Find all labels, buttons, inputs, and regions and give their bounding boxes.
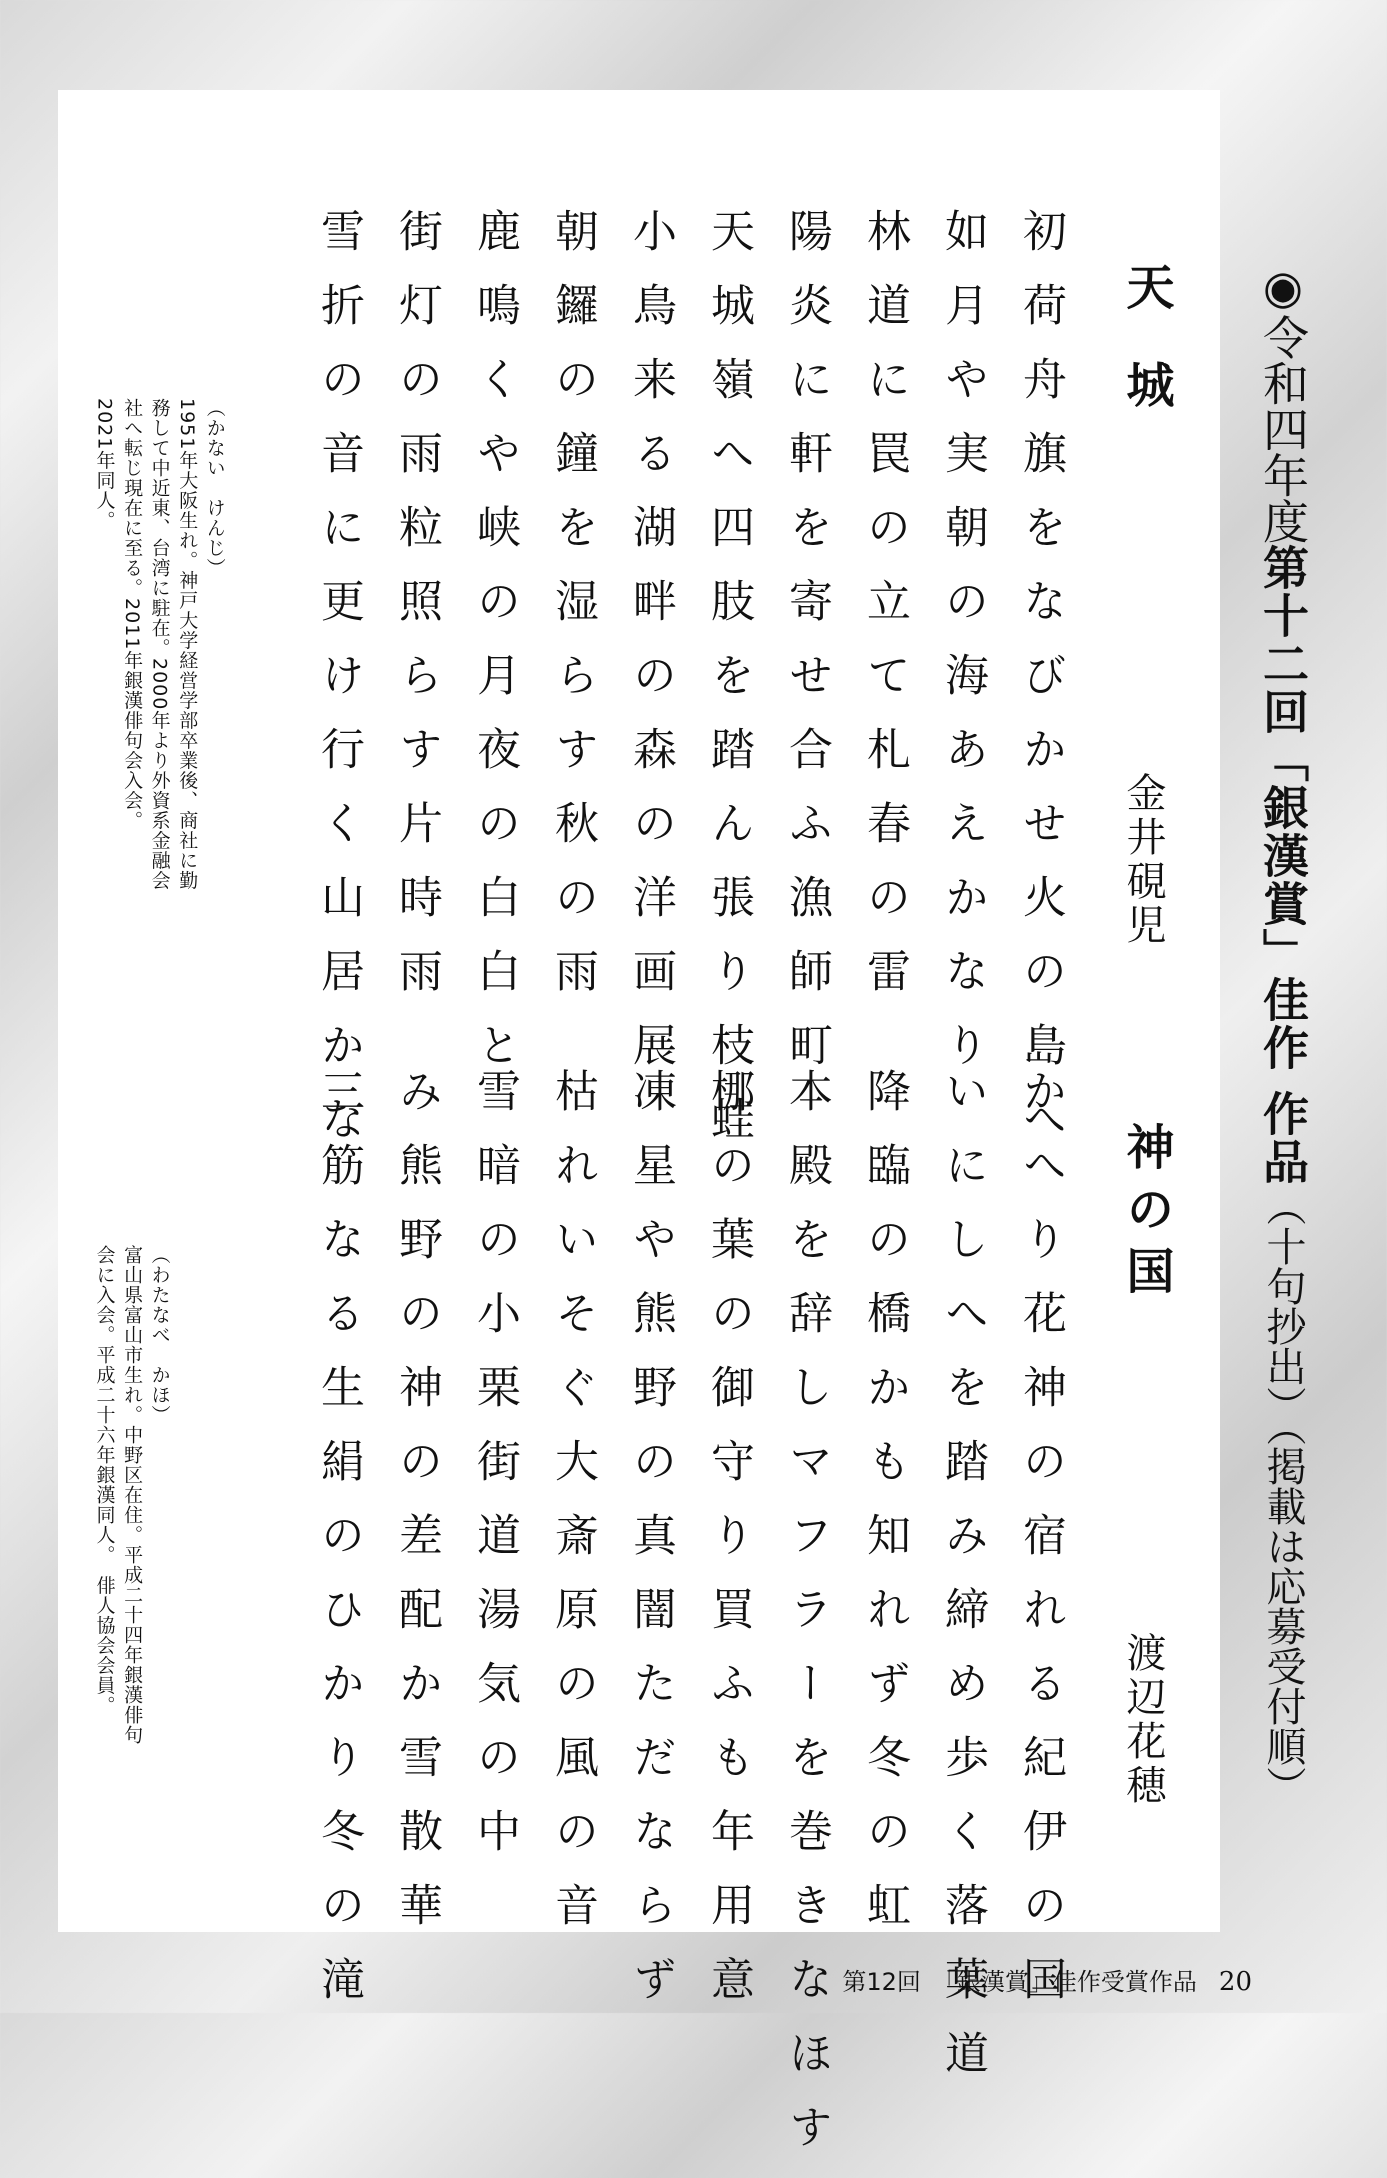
page-number: 20 bbox=[1218, 1967, 1252, 1997]
section-heading bbox=[1250, 260, 1316, 1806]
entry2-haiku-10: 三筋なる生絹のひかり冬の滝 bbox=[313, 1068, 364, 2030]
entry1-author: 金井硯児 bbox=[1120, 772, 1166, 948]
entry2-bio-line-2: 会に入会。平成二十六年銀漢同人。 俳人協会会員。 bbox=[93, 1245, 116, 1716]
entry1-bio-reading: （かない けんじ） bbox=[203, 398, 226, 578]
heading-year: ◉令和四年度 bbox=[1256, 260, 1310, 544]
entry2-haiku-9: み熊野の神の差配か雪散華 bbox=[391, 1068, 442, 1956]
heading-note: （十句抄出）（掲載は応募受付順） bbox=[1260, 1186, 1306, 1807]
heading-title: 第十二回「銀漢賞」佳作 作品 bbox=[1256, 544, 1310, 1187]
entry2-author: 渡辺花穂 bbox=[1120, 1632, 1166, 1808]
footer-label: 第12回 「銀漢賞」佳作受賞作品 bbox=[842, 1968, 1197, 1996]
entry1-haiku-9: 街灯の雨粒照らす片時雨 bbox=[391, 208, 442, 1022]
entry2-bio-reading: （わたなべ かほ） bbox=[148, 1245, 171, 1425]
entry1-bio-line-4: 2021年同人。 bbox=[93, 398, 116, 531]
entry1-haiku-2: 如月や実朝の海あえかなり bbox=[937, 208, 988, 1096]
entry1-bio bbox=[90, 398, 228, 998]
entry1-haiku-6: 小鳥来る湖畔の森の洋画展 bbox=[625, 208, 676, 1096]
entry1-title: 天城 bbox=[1118, 262, 1174, 458]
entry2-haiku-5: 梛の葉の御守り買ふも年用意 bbox=[703, 1068, 754, 2030]
entry1-haiku-10: 雪折の音に更け行く山居かな bbox=[313, 208, 364, 1170]
entry2-haiku-8: 雪暗の小栗街道湯気の中 bbox=[469, 1068, 520, 1882]
entry2-haiku-3: 降臨の橋かも知れず冬の虹 bbox=[859, 1068, 910, 1956]
entry1-bio-line-2: 務して中近東、台湾に駐在。2000年より外資系金融会 bbox=[148, 398, 171, 891]
entry1-haiku-3: 林道に罠の立て札春の雷 bbox=[859, 208, 910, 1022]
entry2-haiku-2: いにしへを踏み締め歩く落葉道 bbox=[937, 1068, 988, 2104]
entry2-bio bbox=[90, 1245, 173, 1805]
entry1-haiku-1: 初荷舟旗をなびかせ火の島へ bbox=[1015, 208, 1066, 1170]
entry2-bio-line-1: 富山県富山市生れ。中野区在住。平成二十四年銀漢俳句 bbox=[121, 1245, 144, 1745]
entry1-haiku-7: 朝鑼の鐘を湿らす秋の雨 bbox=[547, 208, 598, 1022]
entry2-haiku-1: かへり花神の宿れる紀伊の国 bbox=[1015, 1068, 1066, 2030]
entry1-haiku-4: 陽炎に軒を寄せ合ふ漁師町 bbox=[781, 208, 832, 1096]
entry2-haiku-7: 枯れいそぐ大斎原の風の音 bbox=[547, 1068, 598, 1956]
entry2-title: 神の国 bbox=[1118, 1122, 1174, 1308]
entry2-haiku-4: 本殿を辞しマフラーを巻きなほす bbox=[781, 1068, 832, 2178]
entry2-haiku-6: 凍星や熊野の真闇ただならず bbox=[625, 1068, 676, 2030]
entry1-haiku-5: 天城嶺へ四肢を踏ん張り枝蛙 bbox=[703, 208, 754, 1170]
entry1-bio-line-1: 1951年大阪生れ。神戸大学経営学部卒業後、商社に勤 bbox=[176, 398, 199, 891]
page-footer bbox=[842, 1962, 1252, 1997]
entry1-bio-line-3: 社へ転じ現在に至る。2011年銀漢俳句会入会。 bbox=[121, 398, 144, 831]
entry1-haiku-8: 鹿鳴くや峡の月夜の白白と bbox=[469, 208, 520, 1096]
